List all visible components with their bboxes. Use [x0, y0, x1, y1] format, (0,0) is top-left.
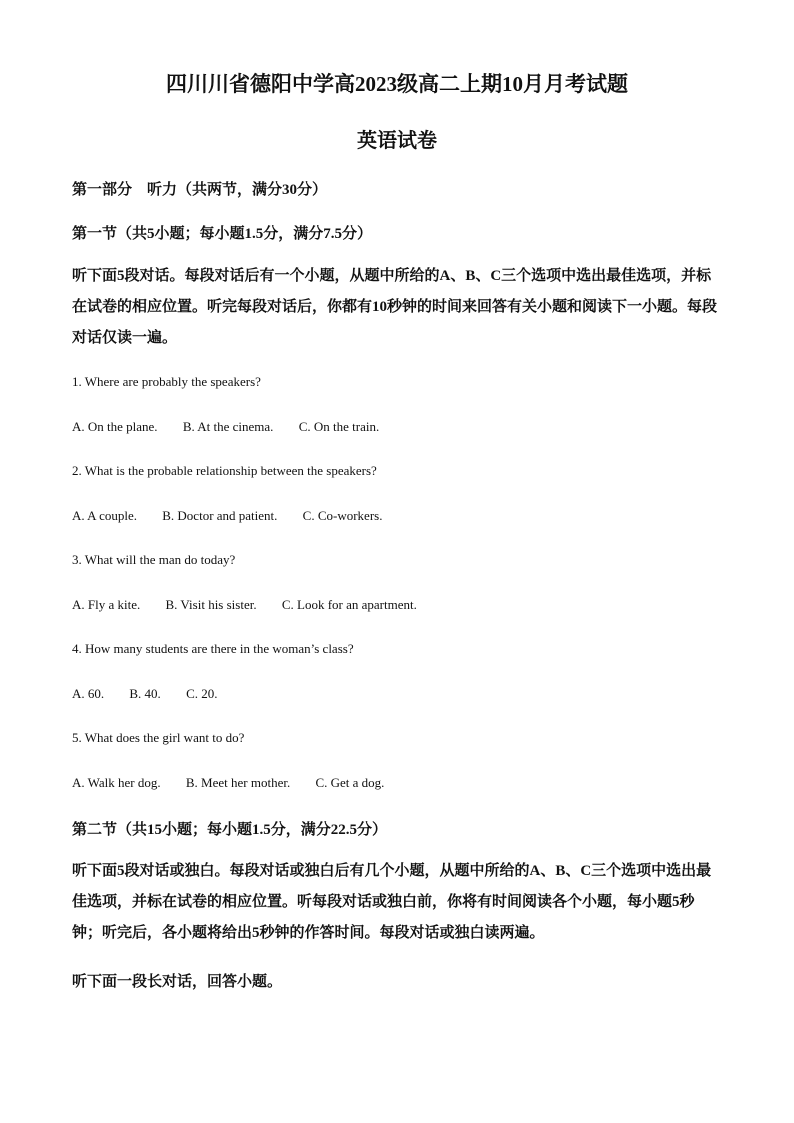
question-5-option-b[interactable]: B. Meet her mother.	[185, 775, 291, 790]
question-1-option-c[interactable]: C. On the train.	[298, 419, 380, 434]
question-5-option-c[interactable]: C. Get a dog.	[315, 775, 385, 790]
question-4-options	[72, 686, 239, 702]
question-3-option-c[interactable]: C. Look for an apartment.	[281, 597, 417, 612]
question-1-options	[72, 419, 401, 435]
exam-title: 四川川省德阳中学高2023级高二上期10月月考试题	[166, 72, 628, 96]
question-3-options	[72, 597, 439, 613]
question-2-option-b[interactable]: B. Doctor and patient.	[162, 508, 278, 523]
question-1-stem: 1. Where are probably the speakers?	[72, 374, 261, 389]
question-4-stem: 4. How many students are there in the woman’s class?	[72, 641, 354, 656]
question-4-option-a[interactable]: A. 60.	[72, 686, 105, 701]
long-dialogue-prompt: 听下面一段长对话，回答小题。	[72, 974, 283, 990]
question-5-stem: 5. What does the girl want to do?	[72, 730, 245, 745]
question-1-option-b[interactable]: B. At the cinema.	[182, 419, 274, 434]
question-4-option-c[interactable]: C. 20.	[186, 686, 218, 701]
exam-subtitle: 英语试卷	[357, 130, 437, 152]
question-3-option-b[interactable]: B. Visit his sister.	[165, 597, 257, 612]
question-1-option-a[interactable]: A. On the plane.	[72, 419, 158, 434]
question-5-option-a[interactable]: A. Walk her dog.	[72, 775, 161, 790]
question-3-option-a[interactable]: A. Fly a kite.	[72, 597, 141, 612]
question-3-stem: 3. What will the man do today?	[72, 552, 236, 567]
section2-instructions: 听下面5段对话或独白。每段对话或独白后有几个小题，从题中所给的A、B、C三个选项中选出最佳选项，并标在试卷的相应位置。听每段对话或独白前，你将有时间阅读各个小题，每小题5秒钟；听完后，各小题将给出5秒钟的作答时间。每段对话或独白读两遍。	[72, 863, 712, 941]
section1-instructions: 听下面5段对话。每段对话后有一个小题，从题中所给的A、B、C三个选项中选出最佳选项，并标在试卷的相应位置。听完每段对话后，你都有10秒钟的时间来回答有关小题和阅读下一小题。每段对话仅读一遍。	[72, 268, 718, 346]
question-2-options	[72, 508, 404, 524]
question-4-option-b[interactable]: B. 40.	[129, 686, 161, 701]
section1-heading: 第一节（共5小题；每小题1.5分，满分7.5分）	[72, 226, 373, 242]
question-5-options	[72, 775, 406, 791]
question-2-stem: 2. What is the probable relationship between the speakers?	[72, 463, 377, 478]
part1-heading: 第一部分 听力（共两节，满分30分）	[72, 182, 328, 198]
question-2-option-c[interactable]: C. Co-workers.	[302, 508, 383, 523]
section2-heading: 第二节（共15小题；每小题1.5分，满分22.5分）	[72, 822, 388, 838]
question-2-option-a[interactable]: A. A couple.	[72, 508, 137, 523]
